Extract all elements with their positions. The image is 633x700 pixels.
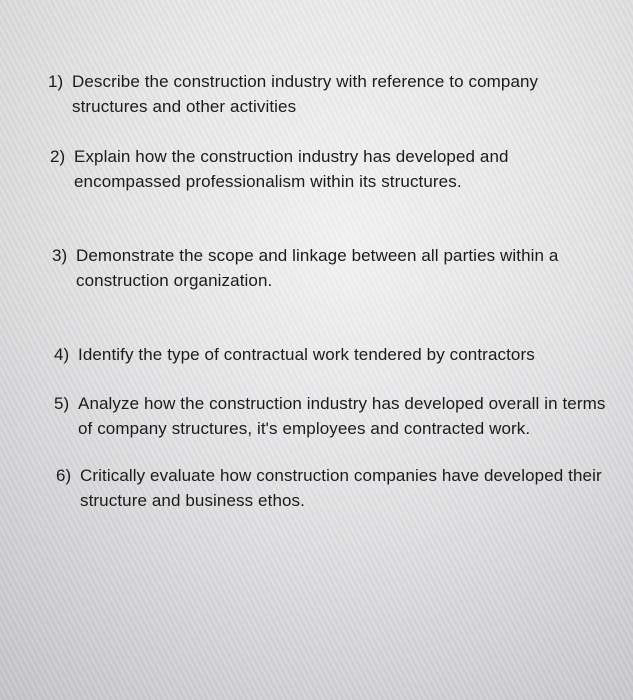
question-item — [50, 144, 590, 194]
question-item — [56, 463, 616, 513]
question-item — [54, 391, 624, 441]
question-item — [48, 69, 598, 119]
question-text: Critically evaluate how construction companies have developed their structure and business ethos. — [80, 466, 602, 510]
question-number: 2) — [50, 147, 66, 166]
question-number: 1) — [48, 72, 64, 91]
question-text: Demonstrate the scope and linkage between all parties within a construction organization. — [76, 246, 559, 290]
question-number: 5) — [54, 394, 70, 413]
question-number: 3) — [52, 246, 68, 265]
question-text: Analyze how the construction industry has developed overall in terms of company structures, it's employees and contracted work. — [78, 394, 606, 438]
question-text: Describe the construction industry with reference to company structures and other activities — [72, 72, 539, 116]
question-number: 6) — [56, 466, 72, 485]
question-text: Identify the type of contractual work tendered by contractors — [78, 345, 535, 364]
question-item — [52, 243, 612, 293]
question-item — [54, 342, 594, 367]
question-text: Explain how the construction industry has developed and encompassed professionalism within its structures. — [74, 147, 509, 191]
question-number: 4) — [54, 345, 70, 364]
